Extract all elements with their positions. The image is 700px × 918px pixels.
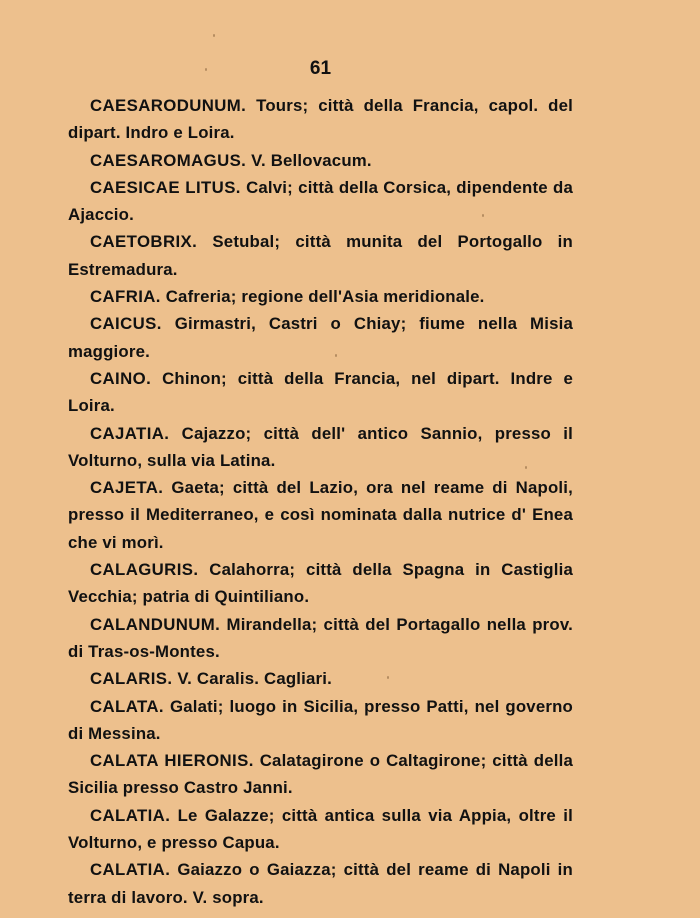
entry-headword: CAESICAE LITUS. xyxy=(90,177,241,197)
entry-headword: CALATIA. xyxy=(90,805,171,825)
entry xyxy=(68,693,573,748)
entry-headword: CALANDUNUM. xyxy=(90,614,221,634)
entry-headword: CAESARODUNUM. xyxy=(90,96,247,115)
entry xyxy=(68,556,573,611)
paper-speck xyxy=(213,34,215,37)
entry-text: V. Bellovacum. xyxy=(251,150,372,170)
entry-text: Le Galazze; città antica sulla via Appia, oltre il Volturno, e presso Capua. xyxy=(68,805,573,853)
entry-text: Tours; città della Francia, capol. del dipart. Indro e Loira. xyxy=(68,96,573,143)
entry-text: Galati; luogo in Sicilia, presso Patti, nel governo di Messina. xyxy=(68,696,573,743)
entry-headword: CALATIA. xyxy=(90,860,171,880)
entry-text: Calvi; città della Corsica, dipendente da Ajaccio. xyxy=(68,177,573,225)
entry-text: Calatagirone o Caltagirone; città della Sicilia presso Castro Janni. xyxy=(68,751,573,798)
paper-speck xyxy=(482,214,484,217)
entry xyxy=(68,174,573,229)
entry xyxy=(68,611,573,666)
entry-headword: CAETOBRIX. xyxy=(90,232,198,252)
entry-text: Chinon; città della Francia, nel dipart. Indre e Loira. xyxy=(68,368,573,416)
entry xyxy=(68,665,573,692)
entry-text: Gaiazzo o Gaiazza; città del reame di Napoli in terra di lavoro. V. sopra. xyxy=(68,860,573,907)
entry-headword: CAINO. xyxy=(90,368,152,388)
entry xyxy=(68,228,573,283)
entry-headword: CALAGURIS. xyxy=(90,560,199,580)
entry-headword: CAFRIA. xyxy=(90,287,161,307)
entry-text: Mirandella; città del Portagallo nella prov. di Tras-os-Montes. xyxy=(68,614,573,661)
entry-text: Girmastri, Castri o Chiay; fiume nella Misia maggiore. xyxy=(68,314,573,361)
paper-speck xyxy=(335,354,337,357)
paper-speck xyxy=(525,466,527,469)
entry-text: Cafreria; regione dell'Asia meridionale. xyxy=(165,287,485,307)
entry-headword: CAJATIA. xyxy=(90,423,170,443)
entry-text: Cajazzo; città dell' antico Sannio, presso il Volturno, sulla via Latina. xyxy=(68,423,573,470)
entry xyxy=(68,420,573,475)
entry-headword: CALARIS. xyxy=(90,669,173,689)
dictionary-entries xyxy=(68,92,573,911)
entry xyxy=(68,283,573,310)
entry-headword: CAJETA. xyxy=(90,478,164,498)
entry-headword: CALATA. xyxy=(90,696,164,716)
entry-headword: CAESAROMAGUS. xyxy=(90,150,247,170)
entry-headword: CALATA HIERONIS. xyxy=(90,751,254,771)
entry xyxy=(68,310,573,365)
entry-text: Calahorra; città della Spagna in Castiglia Vecchia; patria di Quintiliano. xyxy=(68,560,573,607)
entry xyxy=(68,802,573,857)
entry-text: Gaeta; città del Lazio, ora nel reame di Napoli, presso il Mediterraneo, e così nominata dalla nutrice d' Enea che vi morì. xyxy=(68,478,573,552)
paper-speck xyxy=(387,676,389,679)
entry xyxy=(68,365,573,420)
page-number: 61 xyxy=(309,58,332,79)
entry xyxy=(68,147,573,174)
entry xyxy=(68,92,573,147)
entry-headword: CAICUS. xyxy=(90,314,162,334)
paper-speck xyxy=(205,68,207,71)
entry-text: Setubal; città munita del Portogallo in Estremadura. xyxy=(68,232,573,279)
entry xyxy=(68,474,573,556)
entry-text: V. Caralis. Cagliari. xyxy=(177,669,333,689)
entry xyxy=(68,747,573,802)
entry xyxy=(68,856,573,911)
